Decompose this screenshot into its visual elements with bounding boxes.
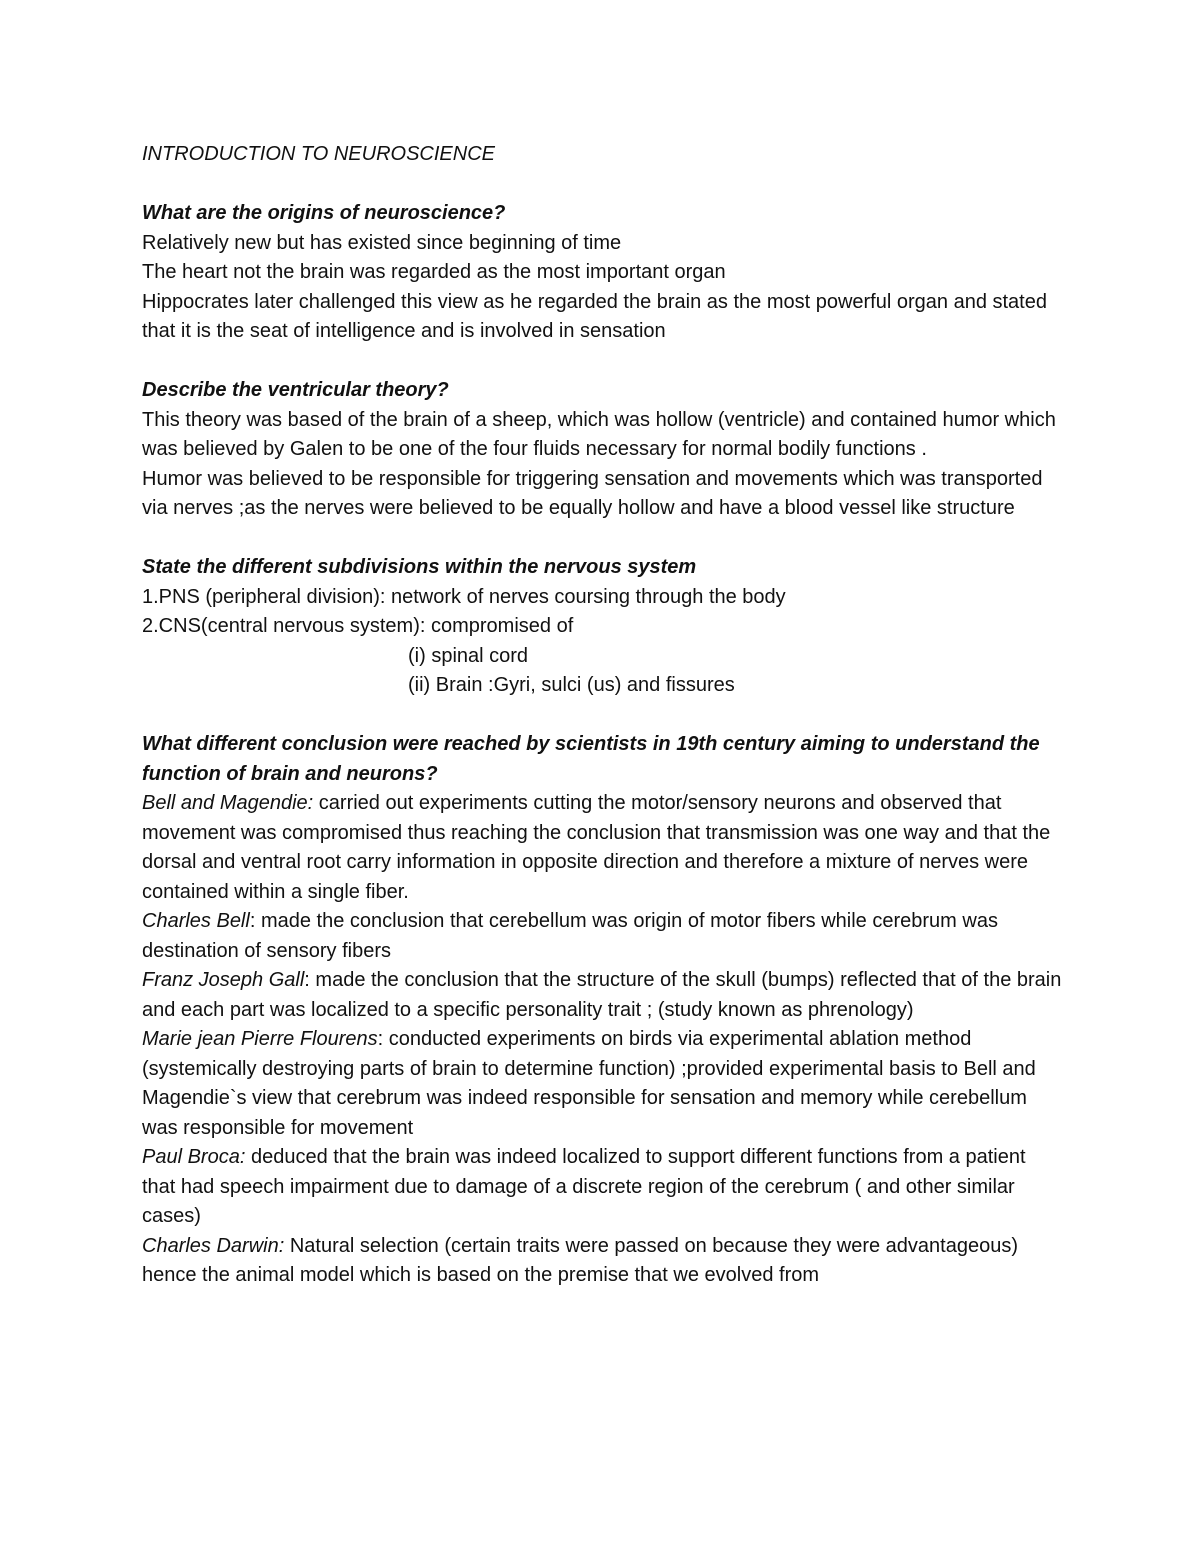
document-title: INTRODUCTION TO NEUROSCIENCE <box>142 143 495 165</box>
paragraph: The heart not the brain was regarded as the most important organ <box>142 261 726 283</box>
scientist-description: : conducted experiments on birds via experimental ablation method (systemically destroying parts of brain to determine function) ;provided experimental basis to Bell and Magendie`s view that cerebrum was indeed responsible for sensation and memory while cerebellum was responsible for movement <box>142 1028 1036 1139</box>
spacer <box>142 347 1062 377</box>
list-item: 1.PNS (peripheral division): network of nerves coursing through the body <box>142 585 786 608</box>
spacer <box>142 701 1062 731</box>
scientist-entry <box>142 1143 1062 1232</box>
paragraph: This theory was based of the brain of a sheep, which was hollow (ventricle) and contained humor which was believed by Galen to be one of the four fluids necessary for normal bodily functions . <box>142 408 1056 460</box>
paragraph: Relatively new but has existed since beginning of time <box>142 231 622 254</box>
section-heading-ventricular-theory: Describe the ventricular theory? <box>142 379 449 401</box>
scientist-description: : made the conclusion that cerebellum was origin of motor fibers while cerebrum was destination of sensory fibers <box>142 910 998 962</box>
section-heading-19th-century-conclusions: What different conclusion were reached by scientists in 19th century aiming to understand the function of brain and neurons? <box>142 733 1040 785</box>
scientist-description: carried out experiments cutting the motor/sensory neurons and observed that movement was compromised thus reaching the conclusion that transmission was one way and that the dorsal and ventral root carry information in opposite direction and therefore a mixture of nerves were contained within a single fiber. <box>142 792 1051 903</box>
sub-list-item: (ii) Brain :Gyri, sulci (us) and fissures <box>408 674 735 696</box>
paragraph: Hippocrates later challenged this view as he regarded the brain as the most powerful organ and stated that it is the seat of intelligence and is involved in sensation <box>142 290 1047 342</box>
scientist-entry <box>142 1025 1062 1143</box>
paragraph: Humor was believed to be responsible for triggering sensation and movements which was transported via nerves ;as the nerves were believed to be equally hollow and have a blood vessel like structure <box>142 467 1043 519</box>
spacer <box>142 170 1062 200</box>
scientist-name: Charles Bell <box>142 910 250 932</box>
scientist-description: deduced that the brain was indeed localized to support different functions from a patient that had speech impairment due to damage of a discrete region of the cerebrum ( and other similar cases) <box>142 1146 1026 1227</box>
section-heading-origins: What are the origins of neuroscience? <box>142 202 506 224</box>
scientist-entry <box>142 789 1062 907</box>
scientist-description: Natural selection (certain traits were passed on because they were advantageous) hence the animal model which is based on the premise that we evolved from <box>142 1234 1019 1286</box>
scientist-name: Franz Joseph Gall <box>142 969 305 991</box>
sub-list-item: (i) spinal cord <box>408 644 529 667</box>
scientist-description: : made the conclusion that the structure of the skull (bumps) reflected that of the brain and each part was localized to a specific personality trait ; (study known as phrenology) <box>142 969 1062 1021</box>
scientist-entry <box>142 966 1062 1025</box>
spacer <box>142 524 1062 554</box>
list-item: 2.CNS(central nervous system): compromised of <box>142 615 574 637</box>
section-heading-subdivisions: State the different subdivisions within the nervous system <box>142 556 697 578</box>
document-page <box>142 140 1062 1291</box>
scientist-name: Paul Broca: <box>142 1146 246 1168</box>
scientist-entry <box>142 907 1062 966</box>
scientist-name: Charles Darwin: <box>142 1234 285 1257</box>
scientist-name: Marie jean Pierre Flourens <box>142 1028 378 1050</box>
scientist-entry <box>142 1232 1062 1291</box>
scientist-name: Bell and Magendie: <box>142 792 314 814</box>
